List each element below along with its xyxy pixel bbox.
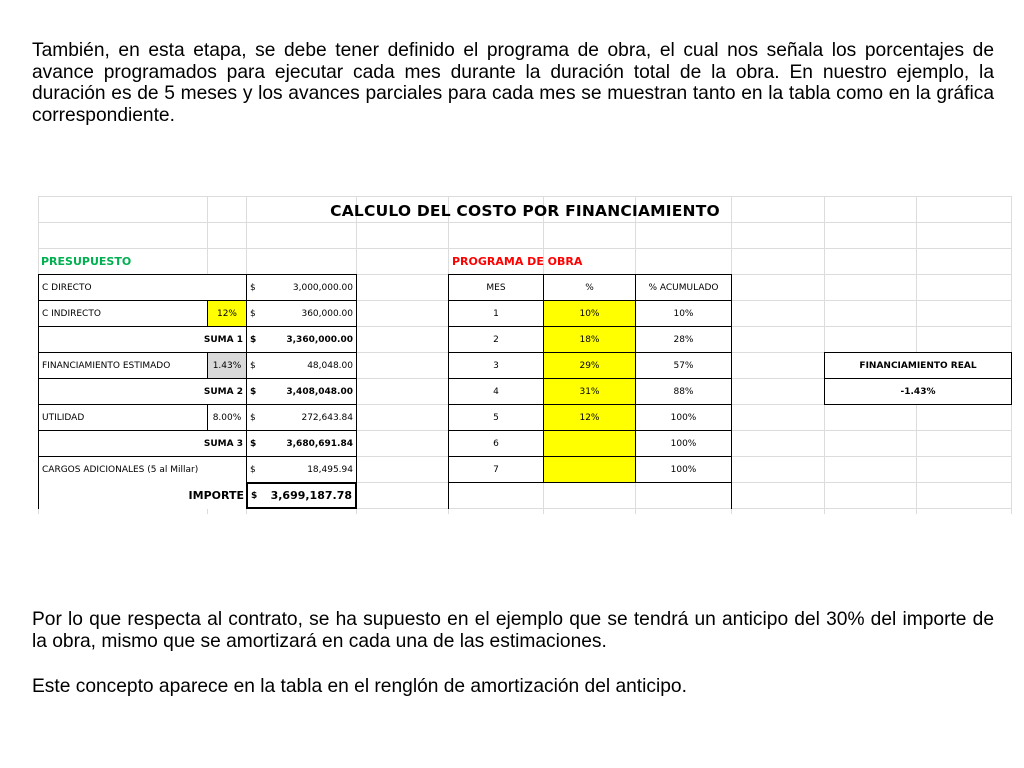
currency-symbol: $: [250, 360, 256, 371]
table-edge: [731, 482, 732, 509]
column-header-pct: %: [543, 274, 636, 301]
percent-cell: 8.00%: [207, 404, 247, 431]
amount-value: 3,408,048.00: [286, 386, 353, 397]
subtotal-label: SUMA 1: [38, 326, 247, 353]
currency-symbol: $: [250, 282, 256, 293]
table-row-label: UTILIDAD: [38, 404, 208, 431]
currency-symbol: $: [250, 334, 257, 345]
amount-value: 3,699,187.78: [270, 489, 352, 502]
spreadsheet-image: [38, 196, 1012, 514]
amount-cell: [246, 326, 357, 353]
mes-cell: 2: [448, 326, 544, 353]
currency-symbol: $: [250, 438, 257, 449]
acum-cell: 57%: [635, 352, 732, 379]
column-header-acumulado: % ACUMULADO: [635, 274, 732, 301]
pct-cell: 18%: [543, 326, 636, 353]
acum-cell: 28%: [635, 326, 732, 353]
column-header-mes: MES: [448, 274, 544, 301]
table-row-label: C DIRECTO: [38, 274, 247, 301]
table-row-label: C INDIRECTO: [38, 300, 208, 327]
currency-symbol: $: [251, 490, 258, 501]
mes-cell: 1: [448, 300, 544, 327]
pct-cell: [543, 430, 636, 457]
currency-symbol: $: [250, 412, 256, 423]
total-label: IMPORTE: [38, 482, 247, 509]
mes-cell: 4: [448, 378, 544, 405]
acum-cell: 100%: [635, 456, 732, 483]
amount-cell: [246, 300, 357, 327]
pct-cell: 10%: [543, 300, 636, 327]
table-edge: [448, 482, 449, 509]
intro-paragraph: También, en esta etapa, se debe tener definido el programa de obra, el cual nos señala los porcentajes de avance programados para ejecutar cada mes durante la duración total de la obra. En nuestro ejemplo, la duración es de 5 meses y los avances parciales para cada mes se muestran tanto en la tabla como en la gráfica correspondiente.: [32, 40, 994, 126]
subtotal-label: SUMA 2: [38, 378, 247, 405]
currency-symbol: $: [250, 308, 256, 319]
amount-value: 48,048.00: [307, 360, 353, 371]
amount-value: 3,360,000.00: [286, 334, 353, 345]
percent-cell: 1.43%: [207, 352, 247, 379]
pct-cell: 29%: [543, 352, 636, 379]
amount-value: 18,495.94: [307, 464, 353, 475]
pct-cell: 31%: [543, 378, 636, 405]
programa-heading: PROGRAMA DE OBRA: [452, 255, 583, 268]
mes-cell: 3: [448, 352, 544, 379]
percent-cell: 12%: [207, 300, 247, 327]
amount-cell: [246, 430, 357, 457]
acum-cell: 100%: [635, 404, 732, 431]
currency-symbol: $: [250, 386, 257, 397]
sheet-title: CALCULO DEL COSTO POR FINANCIAMIENTO: [330, 202, 720, 220]
financiamiento-real-label: FINANCIAMIENTO REAL: [824, 352, 1012, 379]
table-row-label: FINANCIAMIENTO ESTIMADO: [38, 352, 208, 379]
contract-paragraph: Por lo que respecta al contrato, se ha supuesto en el ejemplo que se tendrá un anticipo del 30% del importe de la obra, mismo que se amortizará en cada una de las estimaciones.: [32, 609, 994, 652]
mes-cell: 5: [448, 404, 544, 431]
table-row-label: CARGOS ADICIONALES (5 al Millar): [38, 456, 247, 483]
pct-cell: [543, 456, 636, 483]
amount-value: 3,000,000.00: [292, 282, 353, 293]
pct-cell: 12%: [543, 404, 636, 431]
amount-value: 3,680,691.84: [286, 438, 353, 449]
mes-cell: 7: [448, 456, 544, 483]
total-amount-cell: [246, 482, 357, 509]
acum-cell: 100%: [635, 430, 732, 457]
amount-cell: [246, 274, 357, 301]
amount-value: 360,000.00: [301, 308, 353, 319]
financiamiento-real-value: -1.43%: [824, 378, 1012, 405]
mes-cell: 6: [448, 430, 544, 457]
acum-cell: 88%: [635, 378, 732, 405]
amount-cell: [246, 404, 357, 431]
amount-cell: [246, 456, 357, 483]
amount-value: 272,643.84: [301, 412, 353, 423]
currency-symbol: $: [250, 464, 256, 475]
concept-paragraph: Este concepto aparece en la tabla en el renglón de amortización del anticipo.: [32, 676, 687, 697]
presupuesto-heading: PRESUPUESTO: [41, 255, 132, 268]
acum-cell: 10%: [635, 300, 732, 327]
subtotal-label: SUMA 3: [38, 430, 247, 457]
amount-cell: [246, 378, 357, 405]
amount-cell: [246, 352, 357, 379]
